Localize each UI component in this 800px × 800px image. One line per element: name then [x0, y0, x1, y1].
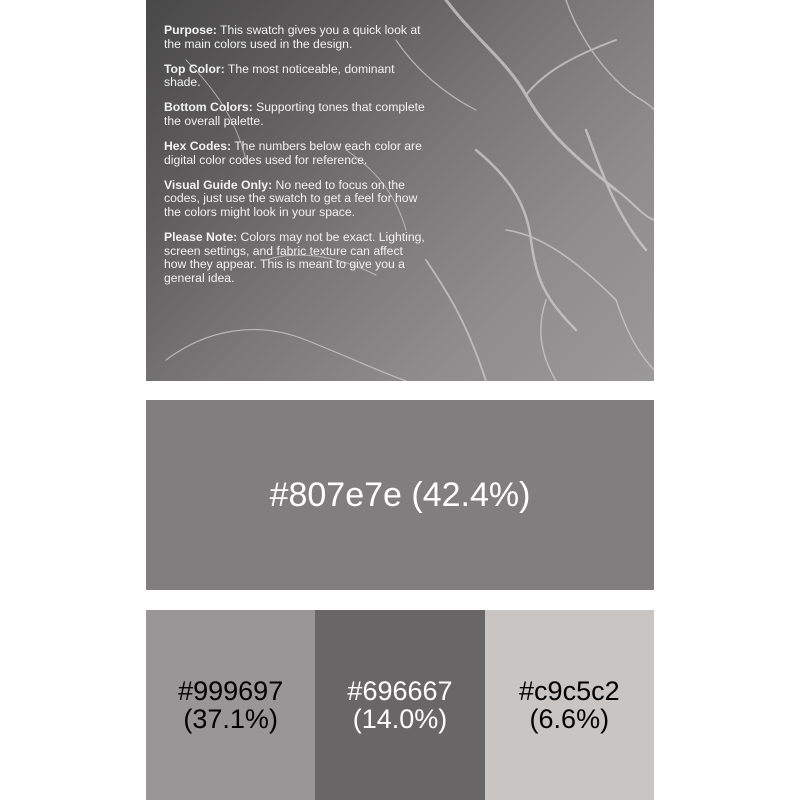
note-text: This swatch gives you a quick look at the main colors used in the design.: [164, 23, 421, 51]
marble-texture-panel: [146, 0, 654, 381]
primary-color-label: #807e7e (42.4%): [269, 475, 531, 514]
swatch-hex: #999697: [178, 676, 284, 706]
swatch-notes: [164, 24, 426, 297]
swatch-percent: (6.6%): [529, 704, 610, 734]
note-label: Hex Codes:: [164, 139, 232, 154]
swatch-hex: #c9c5c2: [519, 676, 620, 706]
note-text: Colors may not be exact. Lighting, screen settings, and fabric texture can affect how they appear. This is meant to give you a general idea.: [164, 230, 425, 285]
swatch-percent: (14.0%): [352, 704, 448, 734]
secondary-color-swatch: [146, 610, 315, 800]
note-label: Purpose:: [164, 23, 217, 37]
note-please-note: [164, 231, 426, 285]
note-text: No need to focus on the codes, just use the swatch to get a feel for how the colors might look in your space.: [164, 177, 418, 219]
note-hex-codes: [164, 140, 426, 167]
secondary-color-row: [146, 610, 654, 800]
note-text: Supporting tones that complete the overall palette.: [164, 100, 425, 128]
note-text: The numbers below each color are digital color codes used for reference.: [164, 139, 422, 167]
note-bottom-colors: [164, 101, 426, 128]
note-label: Bottom Colors:: [164, 100, 253, 115]
note-visual-guide: [164, 179, 426, 220]
note-label: Top Color:: [164, 61, 225, 76]
secondary-color-swatch: [485, 610, 654, 800]
secondary-color-swatch: [315, 610, 484, 800]
note-purpose: [164, 24, 426, 51]
primary-color-swatch: [146, 400, 654, 590]
note-label: Visual Guide Only:: [164, 177, 273, 192]
note-label: Please Note:: [164, 230, 238, 245]
swatch-hex: #696667: [347, 676, 453, 706]
swatch-percent: (37.1%): [183, 704, 278, 734]
note-text: The most noticeable, dominant shade.: [164, 61, 395, 90]
note-top-color: [164, 63, 426, 90]
